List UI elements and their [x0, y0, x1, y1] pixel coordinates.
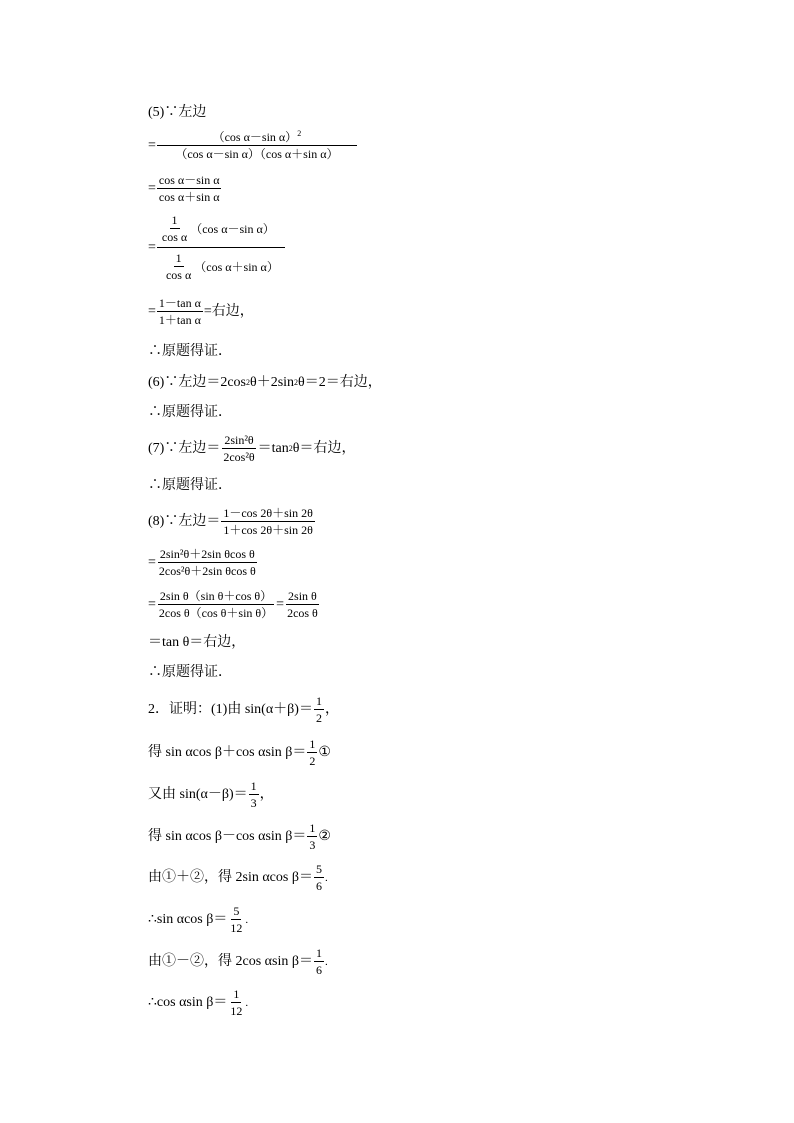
denominator: 2cos θ（cos θ＋sin θ）: [158, 606, 274, 620]
denominator: （cos α－sin α）（cos α＋sin α）: [175, 147, 339, 161]
q2-tail: ②: [318, 828, 331, 844]
q2-line3: [148, 779, 274, 810]
numerator: 1: [315, 946, 322, 960]
fraction: [249, 779, 259, 810]
p8-line3: [148, 589, 321, 620]
q2-line2: [148, 737, 331, 768]
numerator-rest: （cos α－sin α）: [190, 221, 275, 236]
fraction: [157, 547, 258, 578]
numerator: 1: [309, 821, 316, 835]
p5-step2: [148, 173, 222, 204]
q2-text: ∴cos αsin β＝: [148, 994, 228, 1010]
fraction: [157, 296, 203, 327]
inner-fraction: [164, 251, 193, 282]
p6-line: (6)∵左边＝2cos 2 θ＋2sin 2 θ＝2＝右边，: [148, 375, 382, 390]
fraction: [285, 589, 320, 620]
q2-tail: ，: [259, 786, 274, 802]
q2-line7: [148, 946, 328, 977]
numerator: 2sin²θ: [224, 433, 254, 447]
denominator: 1＋cos 2θ＋sin 2θ: [223, 523, 313, 537]
q2-tail: .: [324, 955, 328, 968]
denominator: 3: [250, 796, 257, 810]
equals: =: [148, 554, 156, 570]
equals: =: [148, 239, 156, 255]
p7-label: (7)∵左边＝: [148, 440, 221, 456]
fraction: [314, 694, 324, 725]
p6-text-pre: (6)∵左边＝2cos: [148, 375, 246, 390]
denominator: 2cos²θ: [223, 450, 255, 464]
fraction: [228, 904, 244, 935]
numerator: 1: [315, 694, 322, 708]
denominator: 2: [309, 754, 316, 768]
q2-line6: [148, 904, 248, 935]
numerator: 1－cos 2θ＋sin 2θ: [223, 506, 313, 520]
p7-tail-pre: ＝tan: [257, 440, 289, 456]
fraction: [307, 737, 317, 768]
denominator: 2cos θ: [287, 606, 318, 620]
compound-denominator: [161, 248, 281, 282]
fraction: [157, 173, 222, 204]
fraction: [221, 506, 315, 537]
p5-label: [148, 104, 206, 122]
numerator: 2sin θ: [288, 589, 317, 603]
p7-conclusion: [148, 477, 232, 495]
p5-step3: [148, 213, 286, 282]
p6-text-tail: θ＝2＝右边，: [298, 375, 382, 390]
p6-conclusion: [148, 404, 232, 422]
conclusion-text: ∴原题得证．: [148, 405, 232, 420]
numerator: cos α－sin α: [158, 173, 220, 187]
numerator: 5: [315, 862, 322, 876]
numerator: 1: [250, 779, 257, 793]
denominator-rest: （cos α＋sin α）: [194, 259, 279, 274]
right-side-text: =右边，: [203, 303, 254, 319]
p8-result: ＝tan θ＝右边，: [148, 635, 246, 650]
q2-text: 又由 sin(α－β)＝: [148, 786, 248, 802]
fraction: [314, 862, 324, 893]
q2-line5: [148, 862, 328, 893]
q2-tail: .: [245, 913, 249, 926]
q2-text: 得 sin αcos β－cos αsin β＝: [148, 828, 307, 844]
q2-line1: [148, 694, 339, 725]
numerator: 2sin θ（sin θ＋cos θ）: [159, 589, 273, 603]
numerator-text: （cos α－sin α）: [212, 130, 298, 144]
p7-tail: θ＝右边，: [292, 440, 356, 456]
q2-tail: ①: [318, 744, 331, 760]
q2-text: ∴sin αcos β＝: [148, 911, 228, 927]
numerator: 2sin²θ＋2sin θcos θ: [159, 547, 255, 561]
p8-line1: [148, 506, 316, 537]
equals: =: [148, 180, 156, 196]
p5-label-text: (5)∵左边: [148, 105, 207, 120]
denominator: 3: [309, 838, 316, 852]
p5-step1: [148, 130, 358, 161]
numerator: 1: [309, 737, 316, 751]
p8-line4: [148, 634, 245, 652]
fraction: [157, 589, 275, 620]
numerator: [157, 130, 357, 146]
fraction: [228, 987, 244, 1018]
inner-denominator: cos α: [161, 230, 188, 244]
fraction: [314, 946, 324, 977]
numerator: 5: [233, 904, 240, 918]
inner-fraction: [160, 213, 189, 244]
p5-step4: [148, 296, 254, 327]
denominator: 12: [230, 921, 243, 935]
fraction: [157, 130, 357, 161]
q2-tail: ，: [324, 701, 339, 717]
q2-text: 由①－②，得 2cos αsin β＝: [148, 953, 313, 969]
q2-line8: [148, 987, 248, 1018]
denominator: 1＋tan α: [158, 313, 201, 327]
q2-line4: [148, 821, 331, 852]
denominator: 6: [315, 963, 322, 977]
equals: =: [276, 596, 285, 612]
p8-conclusion: [148, 664, 232, 682]
inner-denominator: cos α: [165, 268, 192, 282]
equals: =: [148, 596, 156, 612]
inner-numerator: 1: [171, 213, 178, 227]
denominator: 12: [230, 1004, 243, 1018]
fraction: [221, 433, 256, 464]
denominator: 6: [315, 879, 322, 893]
p8-label: (8)∵左边＝: [148, 513, 221, 529]
equals: =: [148, 303, 156, 319]
numerator: 1: [233, 987, 240, 1001]
denominator: 2: [315, 711, 322, 725]
compound-fraction: [157, 213, 285, 282]
p6-text-mid: θ＋2sin: [250, 375, 295, 390]
p7-line: (7)∵左边＝ $\frac{\text{2sin²θ}}{\text{2cos²θ}}$ ＝tan 2 θ＝右边，: [148, 433, 356, 464]
q2-text: 由①＋②，得 2sin αcos β＝: [148, 869, 313, 885]
p5-conclusion: [148, 343, 232, 361]
numerator: 1－tan α: [158, 296, 201, 310]
q2-tail: .: [245, 996, 249, 1009]
q2-text: 得 sin αcos β＋cos αsin β＝: [148, 744, 307, 760]
denominator: 2cos²θ＋2sin θcos θ: [158, 564, 256, 578]
q2-tail: .: [324, 871, 328, 884]
conclusion-text: ∴原题得证．: [148, 665, 232, 680]
denominator: cos α＋sin α: [158, 190, 220, 204]
fraction: [307, 821, 317, 852]
exponent: 2: [297, 129, 302, 138]
conclusion-text: ∴原题得证．: [148, 478, 232, 493]
equals: =: [148, 137, 156, 153]
conclusion-text: ∴原题得证．: [148, 344, 232, 359]
inner-numerator: 1: [175, 251, 182, 265]
q2-text: 2．证明：(1)由 sin(α＋β)＝: [148, 701, 313, 717]
p8-line2: [148, 547, 259, 578]
compound-numerator: [157, 213, 285, 248]
